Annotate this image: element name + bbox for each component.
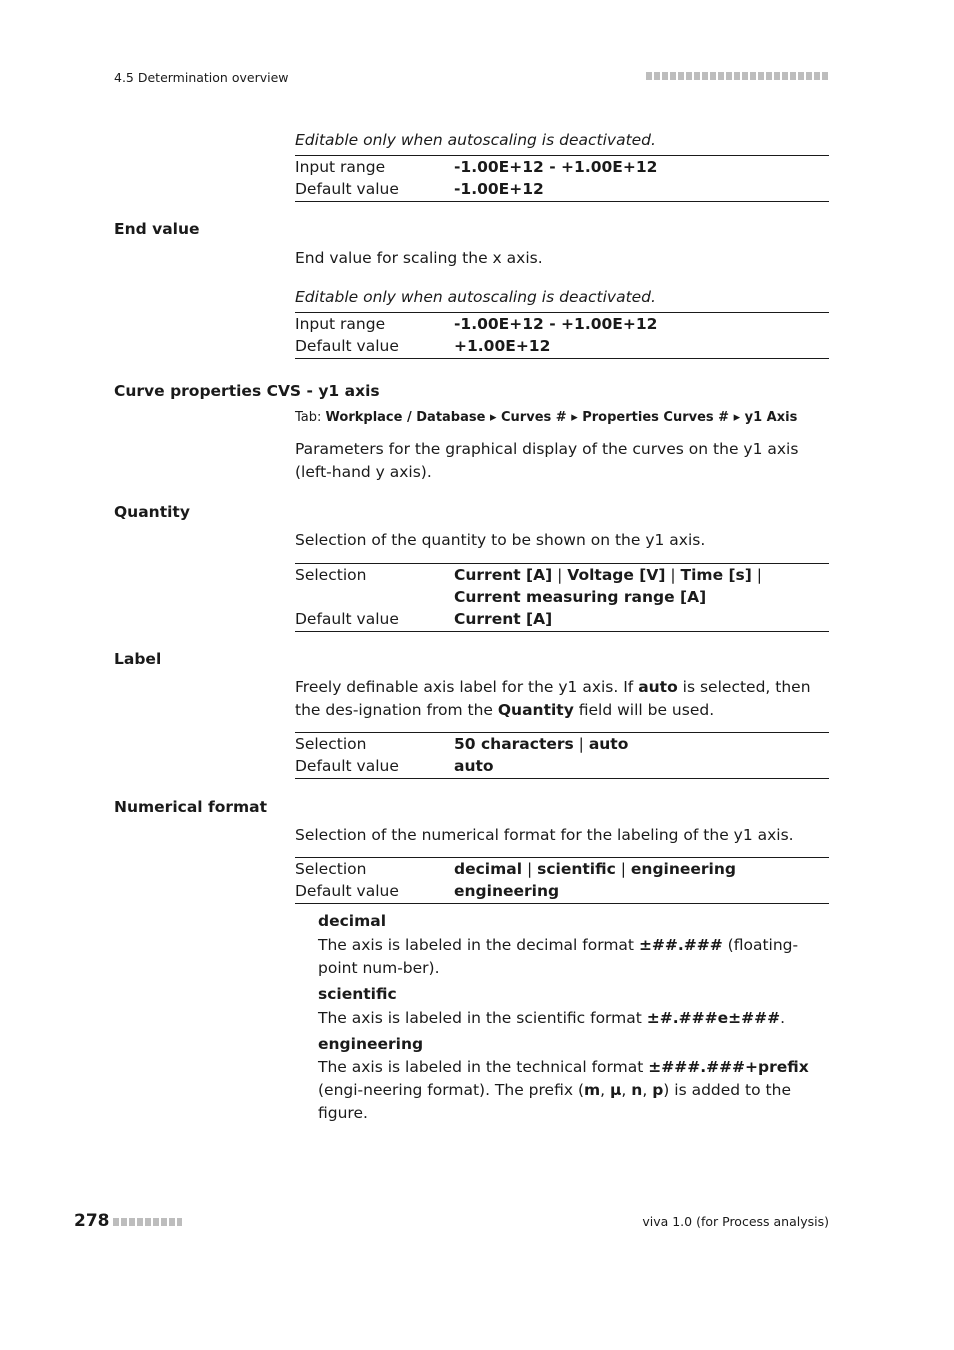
quantity-table [295, 563, 829, 632]
row-value: -1.00E+12 [454, 180, 544, 198]
row-key: Input range [295, 158, 386, 176]
row-key: Default value [295, 882, 399, 900]
running-header: 4.5 Determination overview [114, 70, 289, 85]
row-key: Default value [295, 757, 399, 775]
definition-text-decimal: The axis is labeled in the decimal format ±##.### (floating-point num-ber). [318, 936, 799, 977]
row-value: -1.00E+12 - +1.00E+12 [454, 158, 658, 176]
header-decoration [646, 72, 829, 80]
numerical-format-heading: Numerical format [114, 798, 268, 816]
row-key: Input range [295, 315, 386, 333]
quantity-heading: Quantity [114, 503, 190, 521]
curve-properties-description: Parameters for the graphical display of the curves on the y1 axis (left-hand y axis). [295, 440, 799, 481]
table-row [295, 733, 829, 755]
row-value: -1.00E+12 - +1.00E+12 [454, 315, 658, 333]
end-value-heading: End value [114, 220, 200, 238]
page-number: 278 [74, 1211, 110, 1231]
row-value: 50 characters | auto [454, 735, 629, 753]
table-row [295, 335, 829, 357]
start-value-table [295, 155, 829, 202]
row-value: decimal | scientific | engineering [454, 860, 736, 878]
definition-text-scientific: The axis is labeled in the scientific format ±#.###e±###. [318, 1009, 785, 1027]
row-key: Default value [295, 610, 399, 628]
label-description: Freely definable axis label for the y1 axis. If auto is selected, then the des-ignation from the Quantity field will be used. [295, 678, 811, 719]
row-key: Selection [295, 566, 367, 584]
row-key: Selection [295, 860, 367, 878]
quantity-description: Selection of the quantity to be shown on the y1 axis. [295, 531, 706, 549]
row-key: Default value [295, 180, 399, 198]
table-row [295, 313, 829, 335]
row-value: Current [A] | Voltage [V] | Time [s] | Current measuring range [A] [454, 566, 763, 606]
label-table [295, 732, 829, 779]
curve-properties-heading: Curve properties CVS - y1 axis [114, 382, 380, 400]
row-value: Current [A] [454, 610, 553, 628]
numerical-format-table [295, 857, 829, 904]
definition-term-decimal: decimal [318, 912, 387, 930]
table-row [295, 564, 829, 608]
numerical-format-description: Selection of the numerical format for the labeling of the y1 axis. [295, 826, 794, 844]
end-value-description: End value for scaling the x axis. [295, 249, 543, 267]
row-value: engineering [454, 882, 560, 900]
row-key: Default value [295, 337, 399, 355]
row-value: auto [454, 757, 494, 775]
table-row [295, 858, 829, 880]
start-value-note: Editable only when autoscaling is deactivated. [295, 131, 656, 149]
definition-text-engineering: The axis is labeled in the technical format ±###.###+prefix (engi-neering format). The prefix (m, µ, n, p) is added to the figure. [318, 1058, 809, 1122]
tab-prefix: Tab: [295, 410, 326, 425]
end-value-table [295, 312, 829, 359]
footer-decoration [113, 1218, 182, 1226]
tab-path-value: Workplace / Database ▸ Curves # ▸ Properties Curves # ▸ y1 Axis [325, 410, 798, 425]
end-value-note: Editable only when autoscaling is deactivated. [295, 288, 656, 306]
table-row [295, 880, 829, 902]
table-row [295, 178, 829, 200]
footer-product: viva 1.0 (for Process analysis) [642, 1214, 829, 1229]
definition-term-scientific: scientific [318, 985, 397, 1003]
definition-term-engineering: engineering [318, 1035, 424, 1053]
table-row [295, 755, 829, 777]
row-key: Selection [295, 735, 367, 753]
table-row [295, 608, 829, 630]
table-row [295, 156, 829, 178]
tab-path [295, 410, 797, 425]
row-value: +1.00E+12 [454, 337, 551, 355]
label-heading: Label [114, 650, 162, 668]
